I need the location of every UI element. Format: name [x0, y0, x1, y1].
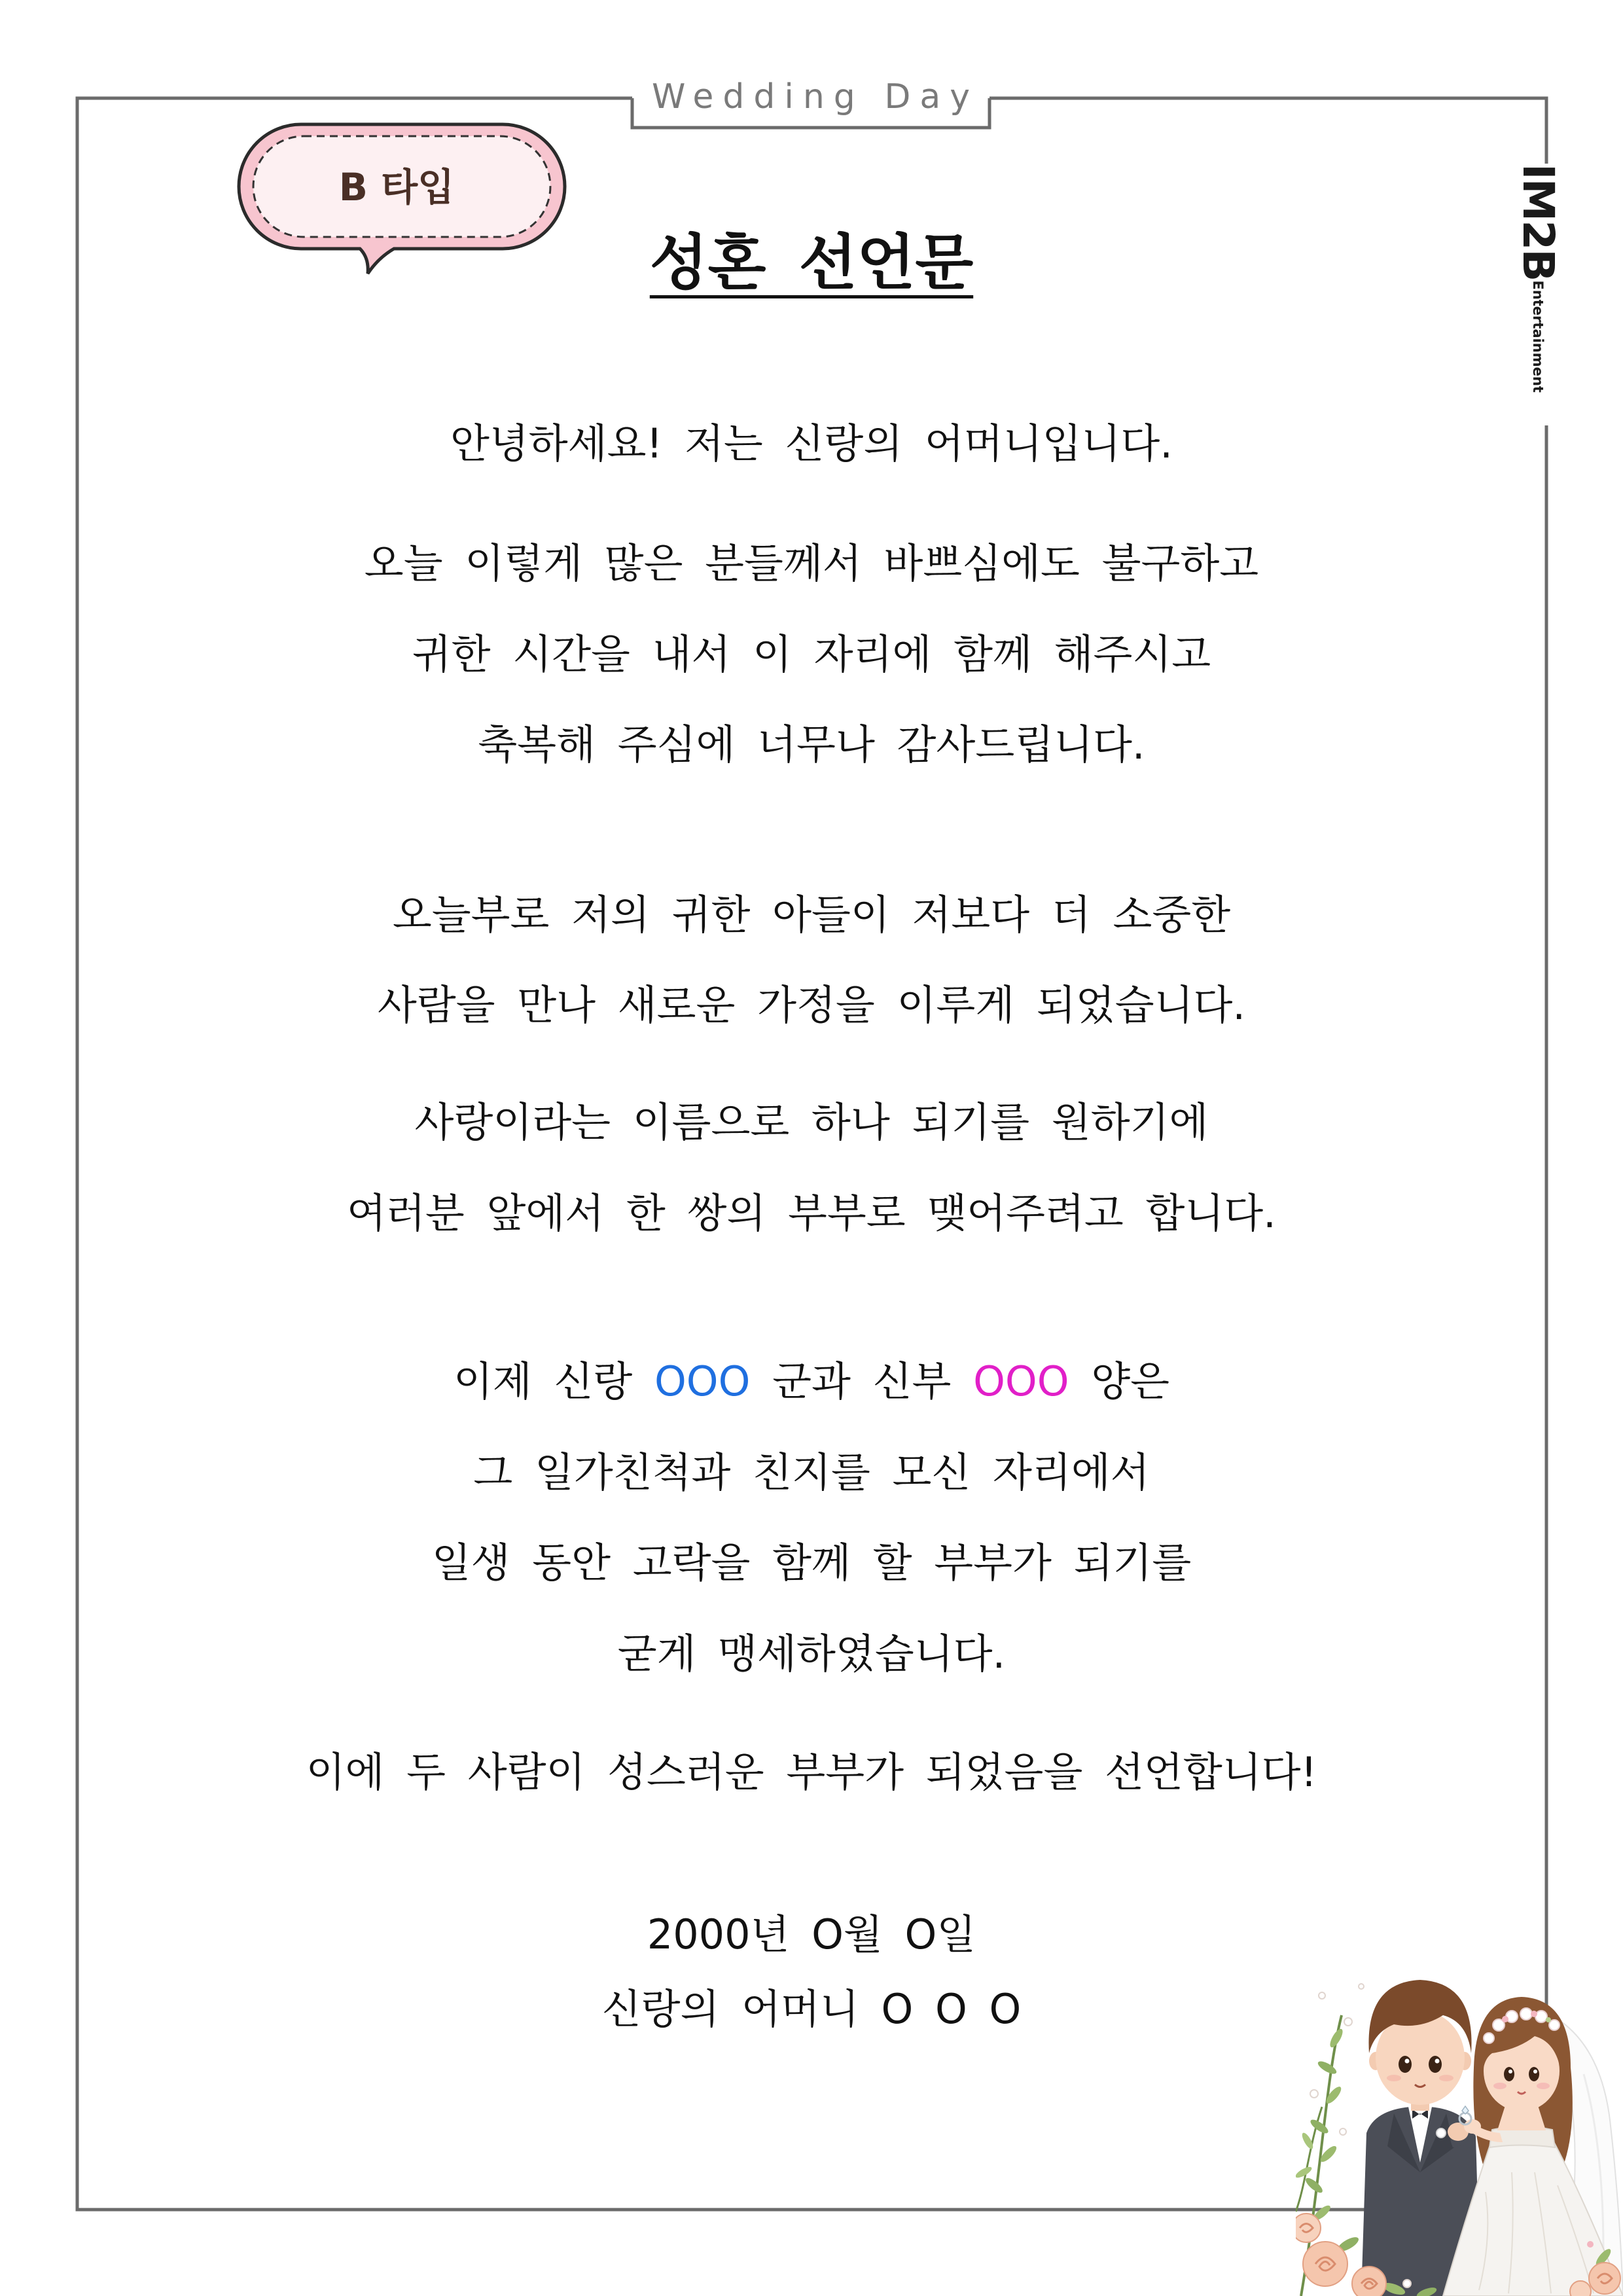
wedding-day-tab-label: Wedding Day	[652, 77, 979, 117]
paragraph-4-line: 일생 동안 고락을 함께 할 부부가 되기를	[431, 1539, 1192, 1587]
groom-name-placeholder: OOO	[654, 1357, 751, 1405]
couple-illustration	[1296, 1976, 1623, 2296]
paragraph-3-line: 여러분 앞에서 한 쌍의 부부로 맺어주려고 합니다.	[347, 1189, 1276, 1237]
paragraph-1-line: 귀한 시간을 내서 이 자리에 함께 해주시고	[412, 630, 1211, 678]
paragraph-3-line: 사랑이라는 이름으로 하나 되기를 원하기에	[414, 1098, 1209, 1146]
vow-intro-text: 군과 신부	[772, 1357, 952, 1405]
declaration: 이에 두 사람이 성스러운 부부가 되었음을 선언합니다!	[306, 1748, 1317, 1796]
signature-line: 신랑의 어머니 O O O	[601, 1985, 1022, 2033]
paragraph-4-line: 굳게 맹세하였습니다.	[617, 1630, 1006, 1677]
company-logo	[1515, 164, 1561, 425]
vow-intro-text: 양은	[1091, 1357, 1170, 1405]
greeting: 안녕하세요! 저는 신랑의 어머니입니다.	[450, 420, 1173, 467]
vow-intro-text: 이제 신랑	[453, 1357, 633, 1405]
paragraph-1-line: 축복해 주심에 너무나 감사드립니다.	[478, 721, 1145, 768]
page-title: 성혼 선언문	[649, 228, 974, 298]
frame-border	[77, 98, 1546, 2210]
paragraph-2-line: 사람을 만나 새로운 가정을 이루게 되었습니다.	[377, 981, 1246, 1029]
logo-mark: IM2B	[1513, 164, 1563, 281]
bride-name-placeholder: OOO	[973, 1357, 1069, 1405]
paragraph-2-line: 오늘부로 저의 귀한 아들이 저보다 더 소중한	[392, 891, 1231, 939]
paragraph-1-line: 오늘 이렇게 많은 분들께서 바쁘심에도 불구하고	[364, 539, 1259, 587]
vow-intro-line	[0, 1355, 1623, 1408]
date-line: 2000년 O월 O일	[647, 1910, 976, 1958]
type-badge-label: B 타입	[338, 165, 455, 209]
paragraph-4-line: 그 일가친척과 친지를 모신 자리에서	[473, 1448, 1150, 1496]
logo-subtitle: Entertainment	[1530, 280, 1546, 393]
